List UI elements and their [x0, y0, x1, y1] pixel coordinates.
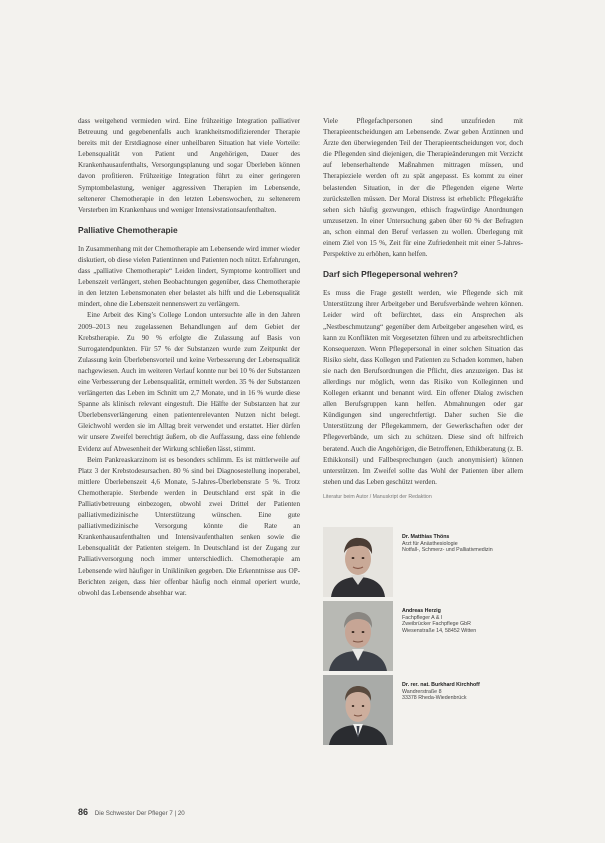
- author-detail: 33378 Rheda-Wiedenbrück: [402, 695, 467, 702]
- left-paragraph-3: Eine Arbeit des King’s College London untersuchte alle in den Jahren 2009–2013 neu zugelassenen Behandlungen auf dem Gebiet der Krebstherapie. Zu 90 % erfolgte die Zulassung auf Basis von Surrogatendpunkten. Für 57 % der Substanzen wurde zum Zeitpunkt der Zulassung kein Überlebensvorteil und keine Verbesserung der Lebensqualität nachgewiesen. Auch im weiteren Verlauf konnte nur bei 10 % der Substanzen eine Verbesserung der Lebensqualität, ermittelt werden. 35 % der Substanzen verlängerten das Leben im Schnitt um 2,7 Monate, und in 16 % wurde diese Spanne als klinisch relevant eingestuft. Die Hälfte der Substanzen hat zur Überlebensverlängerung einen patientenrelevanten Nutzen nicht belegt. Gleichwohl werden sie im Alltag breit verwendet und erstattet. Hier dürfen wir unsere Zweifel berechtigt äußern, ob die Auffassung, dass eine fehlende Evidenz auf Abwesenheit der Wirkung schließen lässt, stimmt.: [78, 311, 300, 453]
- author-photo: [323, 601, 393, 671]
- author-detail: Wiesenstraße 14, 58452 Witten: [402, 628, 477, 635]
- author-card: [323, 675, 523, 745]
- author-card: [323, 527, 523, 597]
- author-info: [402, 682, 524, 702]
- page-footer: [78, 807, 185, 817]
- author-detail: Arzt für Anästhesiologie: [402, 540, 458, 547]
- left-paragraph-1: dass weitgehend vermieden wird. Eine frühzeitige Integration palliativer Betreuung und gegebenenfalls auch krankheitsmodifizierender Therapie bereits mit der Erstdiagnose einer unheilbaren Situation hat viele Vorteile: Lebensqualität von Patient und Angehörigen, Dauer des Krankenhausaufenthalts, Versorgungsplanung und sogar Überleben können davon profitieren. Frühzeitige Integration führt zu einer geringeren Symptombelastung, weniger aggressiven Therapien im Lebensende, seltenerer Chemotherapie in den letzten Lebenswochen, zu seltenerem Versterben im Krankenhaus und weniger Intensivstationsaufenthalten.: [78, 117, 300, 214]
- author-photo: [323, 527, 393, 597]
- literature-note: Literatur beim Autor / Manuskript der Redaktion: [323, 493, 432, 500]
- author-name: Andreas Herzig: [402, 608, 441, 614]
- author-detail: Wandrerstraße 8: [402, 688, 442, 695]
- left-paragraph-4: Beim Pankreaskarzinom ist es besonders schlimm. Es ist mittlerweile auf Platz 3 der Krebstodesursachen. 80 % sind bei Diagnosestellung inoperabel, mittlere Überlebenszeit 4,6 Monate, 5-Jahres-Überlebensrate 5 %. Trotz Chemotherapie. Sterbende werden in Deutschland erst spät in die Palliativbetreuung einbezogen, obwohl zwei Drittel der Patienten palliativmedizinische Unterstützung wünschen. Eine gute palliativmedizinische Versorgung könnte die Rate an Krankenhausaufenthalten und Intensivaufenthalten senken sowie die Lebensqualität der Patienten steigern. In Deutschland ist der Zugang zur Palliativversorgung noch immer unterschiedlich. Chemotherapie am Lebensende wird häufiger in Unikliniken gegeben. Die Erkenntnisse aus OP-Berichten zeigen, dass hier offenbar häufig noch einmal operiert wurde, obwohl das Lebensende absehbar war.: [78, 455, 300, 597]
- subheading-pflegepersonal: Darf sich Pflegepersonal wehren?: [323, 269, 458, 280]
- right-paragraph-1: Viele Pflegefachpersonen sind unzufrieden mit Therapieentscheidungen am Lebensende. Zwar geben Ärztinnen und Ärzte den überwiegenden Teil der Therapieentscheidungen vor, doch die Pflegenden sind diejenigen, die Therapieänderungen mit Verzicht auf lebenserhaltende Maßnahmen mittragen müssen, und Therapieziele werden oft zu spät angepasst. Es kommt zu einer belastenden Situation, in der die Pflegenden eigene Werte zurückstellen müssen. Der Moral Distress ist erheblich: Pflegekräfte sehen sich häufig gezwungen, ethisch fragwürdige Anordnungen umzusetzen. In einer Untersuchung gaben über 60 % der Befragten an, schon einmal den Beruf verlassen zu wollen. Überlegung mit einem Ziel von 15 %, Zeit für eine Zufriedenheit mit einer 5-Jahres-Perspektive zu erhöhen, kann helfen.: [323, 117, 523, 259]
- author-detail: Zweibrücker Fachpflege GbR: [402, 621, 471, 628]
- author-name: Dr. rer. nat. Burkhard Kirchhoff: [402, 682, 480, 688]
- left-column: [78, 116, 300, 599]
- author-info: [402, 534, 524, 554]
- author-detail: Notfall-, Schmerz- und Palliativmedizin: [402, 547, 493, 554]
- author-info: [402, 608, 524, 635]
- left-paragraph-2: In Zusammenhang mit der Chemotherapie am Lebensende wird immer wieder diskutiert, ob diese vielen Patientinnen und Patienten noch nützt. Erfahrungen, dass „palliative Chemotherapie“ Leiden lindert, Symptome kontrolliert und Lebenszeit verlängert, stehen Beobachtungen gegenüber, dass Chemotherapie in den letzten Lebensmonaten eher belastet als hilft und die Lebensqualität mindert, ohne die Lebenszeit nennenswert zu verlängern.: [78, 244, 301, 309]
- author-name: Dr. Matthias Thöns: [402, 534, 450, 540]
- journal-name: Die Schwester Der Pfleger 7 | 20: [94, 810, 185, 817]
- author-card: [323, 601, 523, 671]
- right-paragraph-2: Es muss die Frage gestellt werden, wie Pflegende sich mit Unterstützung ihrer Arbeitgeber und Berufsverbände wehren können. Leider wird oft befürchtet, dass ein Ansprechen als „Nestbeschmutzung“ gegenüber dem Arbeitgeber angesehen wird, es kann zu Konflikten mit Vorgesetzten führen und zu arbeitsrechtlichen Konsequenzen. Wenn Pflegepersonal in einer solchen Situation das Risiko sieht, dass Kollegen und Patienten zu Schaden kommen, haben sie nach den Berufsordnungen die Pflicht, dies anzuzeigen. Das ist allerdings nur möglich, wenn das Risiko von Kolleginnen und Kollegen erkannt und benannt wird. Ein offener Dialog zwischen allen Berufsgruppen kann helfen. Abmahnungen oder gar Kündigungen sind ungerechtfertigt. Daher suchen Sie die Unterstützung der Pflegekammern, der Gewerkschaften oder der Pflegeverbände, um sich zu schützen. Diese sind oft hilfreich beratend. Auch die Angehörigen, die Betroffenen, Ethikberatung (z. B. Ethikkonsil) und Fallbesprechungen (auch anonymisiert) können unterstützen. Im Zweifel sollte das Wohl der Patienten über allem stehen und das Leben geschützt werden.: [323, 289, 523, 486]
- subheading-palliative-chemotherapie: Palliative Chemotherapie: [78, 224, 178, 235]
- author-photo: [323, 675, 393, 745]
- page-number: 86: [78, 807, 89, 817]
- right-column: [323, 116, 523, 500]
- author-detail: Fachpfleger A & I: [402, 614, 443, 621]
